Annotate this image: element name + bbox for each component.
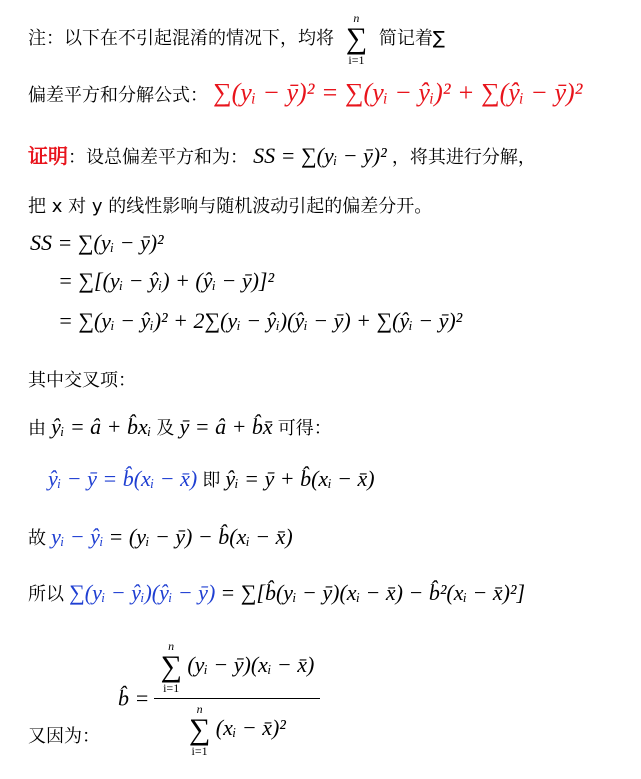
note-line <box>28 12 445 66</box>
gu-text: 故 <box>28 528 46 549</box>
num-sum-upper: n <box>168 639 175 653</box>
proof-line-2: 把 x 对 y 的线性影响与随机波动引起的偏差分开。 <box>28 196 433 217</box>
residual-eq: = (yᵢ − ȳ) − b̂(xᵢ − x̄) <box>108 524 293 549</box>
bhat-denominator <box>189 699 286 757</box>
so-line <box>28 580 525 606</box>
bhat-lhs: b̂ = <box>118 685 150 711</box>
proof-after: ，将其进行分解， <box>391 147 536 168</box>
regression-line-eq: ŷᵢ = â + b̂xᵢ <box>51 414 152 439</box>
decomposition-line <box>28 78 582 108</box>
bhat-den-expr: (xᵢ − x̄)² <box>215 715 286 741</box>
derivation-line-2: = ∑[(yᵢ − ŷᵢ) + (ŷᵢ − ȳ)]² <box>58 268 275 293</box>
sum-lower: i=1 <box>348 53 365 67</box>
formula-label: 偏差平方和分解公式： <box>28 85 208 106</box>
den-sum-lower: i=1 <box>191 744 208 758</box>
proof-text: ：设总偏差平方和为： <box>68 147 248 168</box>
proof-label: 证明 <box>28 144 68 168</box>
bhat-num-expr: (yᵢ − ȳ)(xᵢ − x̄) <box>187 652 315 678</box>
cross-term-expr: ∑(yᵢ − ŷᵢ)(ŷᵢ − ȳ) <box>69 580 216 605</box>
bhat-fraction <box>154 640 320 757</box>
note-suffix: 简记着∑ <box>378 28 445 49</box>
den-sum-upper: n <box>196 702 203 716</box>
sum-upper: n <box>353 11 360 25</box>
difference-eq: ŷᵢ − ȳ = b̂(xᵢ − x̄) <box>48 466 198 491</box>
difference-line <box>48 466 375 492</box>
cross-term-expansion: = ∑[b̂(yᵢ − ȳ)(xᵢ − x̄) − b̂²(xᵢ − x̄)²] <box>220 580 526 605</box>
residual-expr: yᵢ − ŷᵢ <box>51 524 104 549</box>
therefore-line <box>28 524 293 550</box>
by-text: 由 <box>28 418 46 439</box>
and-text: 及 <box>156 418 175 439</box>
proof-line <box>28 140 536 169</box>
decomposition-formula: ∑(yᵢ − ȳ)² = ∑(yᵢ − ŷᵢ)² + ∑(ŷᵢ − ȳ)² <box>213 78 583 107</box>
bhat-formula <box>118 640 320 757</box>
note-prefix: 注：以下在不引起混淆的情况下，均将 <box>28 28 334 49</box>
den-sum-symbol: n ∑ i=1 <box>188 702 211 758</box>
derivation-line-1: SS = ∑(yᵢ − ȳ)² <box>30 230 164 255</box>
ss-definition: SS = ∑(yᵢ − ȳ)² <box>253 143 387 168</box>
given-line <box>28 414 332 440</box>
suoyi-text: 所以 <box>28 584 64 605</box>
get-text: 可得： <box>277 418 332 439</box>
ji-text: 即 <box>202 470 221 491</box>
cross-term-label: 其中交叉项： <box>28 370 136 391</box>
num-sum-symbol: n ∑ i=1 <box>160 639 182 695</box>
num-sum-lower: i=1 <box>163 681 180 695</box>
equivalent-eq: ŷᵢ = ȳ + b̂(xᵢ − x̄) <box>225 466 375 491</box>
mean-point-eq: ȳ = â + b̂x̄ <box>179 414 273 439</box>
derivation-line-3: = ∑(yᵢ − ŷᵢ)² + 2∑(yᵢ − ŷᵢ)(ŷᵢ − ȳ) + ∑(ŷᵢ − ȳ)² <box>58 308 463 333</box>
because-label: 又因为： <box>28 726 100 747</box>
sum-symbol: n ∑ i=1 <box>345 11 368 67</box>
bhat-numerator <box>154 640 320 699</box>
